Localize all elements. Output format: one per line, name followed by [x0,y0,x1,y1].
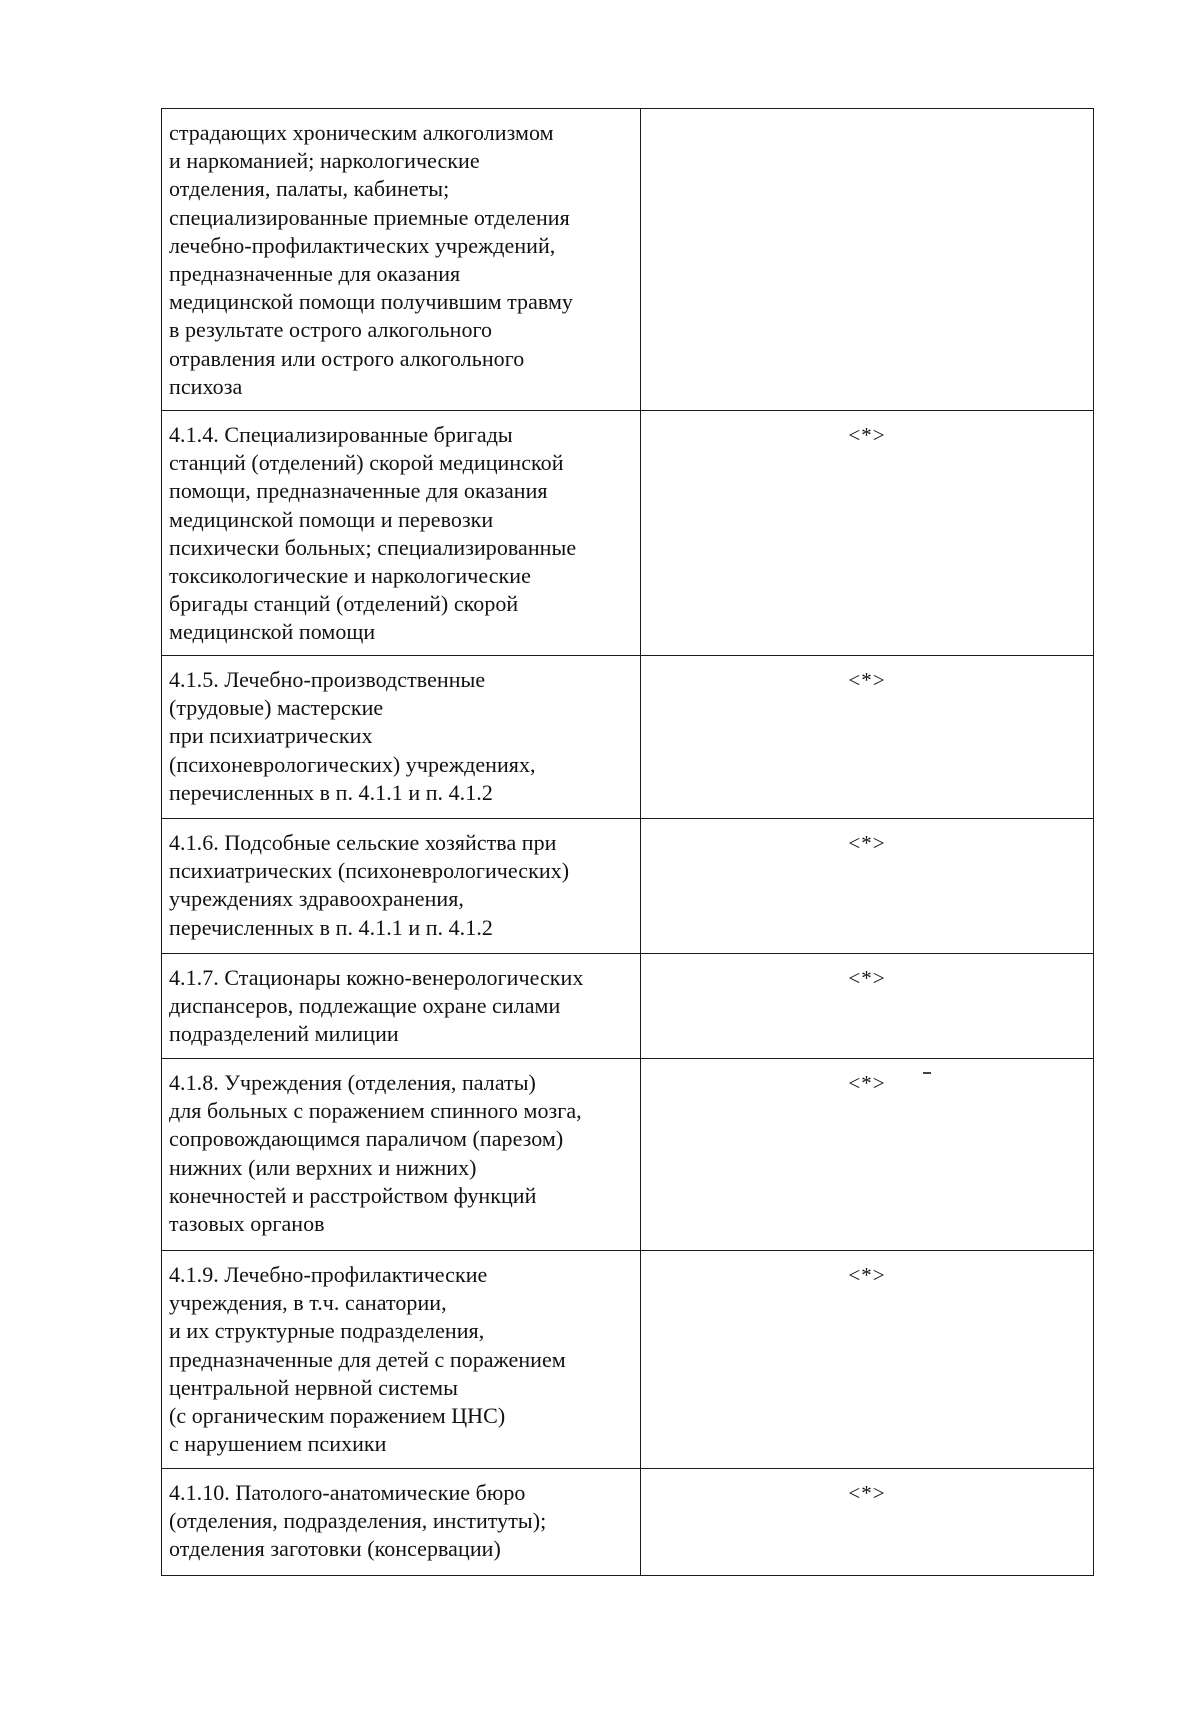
description-text: 4.1.5. Лечебно-производственные (трудовые) мастерские при психиатрических (психоневрологических) учреждениях, перечисленных в п. 4.1.1 и п. 4.1.2 [169,667,536,805]
mark-cell [641,109,1094,411]
description-text: 4.1.4. Специализированные бригады станций (отделений) скорой медицинской помощи, предназначенные для оказания медицинской помощи и перевозки психически больных; специализированные токсикологические и наркологические бригады станций (отделений) скорой медицинской помощи [169,422,577,645]
table-row [162,1469,1094,1576]
mark-text [641,109,1093,121]
scan-artifact-mark [923,1072,931,1074]
description-cell [162,656,641,819]
mark-cell [641,411,1094,656]
table-row [162,656,1094,819]
mark-text: <*> [848,1263,886,1287]
document-table [161,108,1094,1576]
description-cell [162,1059,641,1251]
mark-cell [641,656,1094,819]
description-cell [162,1251,641,1469]
mark-cell [641,1469,1094,1576]
table-row [162,819,1094,954]
table-row [162,1059,1094,1251]
description-text: 4.1.7. Стационары кожно-венерологических диспансеров, подлежащие охране силами подразделений милиции [169,965,584,1047]
mark-cell [641,1059,1094,1251]
table-row [162,411,1094,656]
description-cell [162,819,641,954]
description-text: страдающих хроническим алкоголизмом и наркоманией; наркологические отделения, палаты, кабинеты; специализированные приемные отделения лечебно-профилактических учреждений, предназначенные для оказания медицинской помощи получившим травму в результате острого алкогольного отравления или острого алкогольного психоза [169,120,573,399]
description-cell [162,109,641,411]
mark-text: <*> [848,1481,886,1505]
description-cell [162,411,641,656]
mark-text: <*> [848,668,886,692]
table-row [162,109,1094,411]
mark-text: <*> [848,423,886,447]
description-cell [162,954,641,1059]
description-text: 4.1.8. Учреждения (отделения, палаты) для больных с поражением спинного мозга, сопровождающимся параличом (парезом) нижних (или верхних и нижних) конечностей и расстройством функций тазовых органов [169,1070,582,1237]
description-text: 4.1.10. Патолого-анатомические бюро (отделения, подразделения, институты); отделения заготовки (консервации) [169,1480,547,1562]
table-row [162,954,1094,1059]
table-row [162,1251,1094,1469]
mark-text: <*> [848,831,886,855]
mark-text: <*> [848,966,886,990]
description-text: 4.1.9. Лечебно-профилактические учреждения, в т.ч. санатории, и их структурные подразделения, предназначенные для детей с поражением центральной нервной системы (с органическим поражением ЦНС) с нарушением психики [169,1262,566,1457]
description-cell [162,1469,641,1576]
mark-cell [641,954,1094,1059]
mark-text: <*> [848,1071,886,1095]
description-text: 4.1.6. Подсобные сельские хозяйства при психиатрических (психоневрологических) учреждениях здравоохранения, перечисленных в п. 4.1.1 и п. 4.1.2 [169,830,570,940]
mark-cell [641,819,1094,954]
mark-cell [641,1251,1094,1469]
